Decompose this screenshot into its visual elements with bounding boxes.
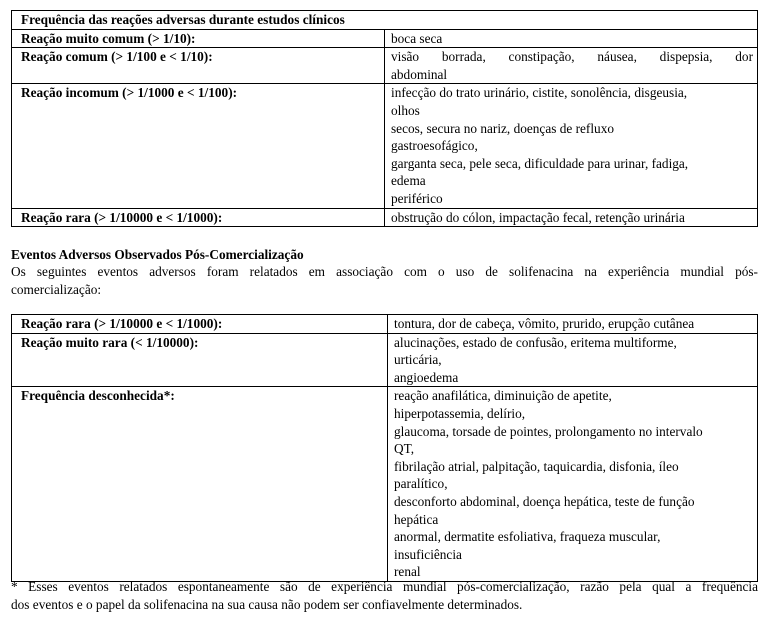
- value-line: periférico: [391, 190, 443, 206]
- row-label: Reação rara (> 1/10000 e < 1/1000):: [12, 208, 385, 227]
- value-line: boca seca: [391, 30, 443, 46]
- clinical-trials-frequency-table: [11, 10, 758, 227]
- value-line: glaucoma, torsade de pointes, prolongamento no intervalo: [394, 423, 703, 439]
- value-line: gastroesofágico,: [391, 138, 478, 154]
- table-row: [12, 387, 758, 582]
- table-row: [12, 208, 758, 227]
- value-line: insuficiência: [394, 546, 462, 562]
- table-row: [12, 333, 758, 387]
- row-value: [385, 208, 758, 227]
- row-label: Reação incomum (> 1/1000 e < 1/100):: [12, 84, 385, 208]
- value-line: angioedema: [394, 369, 459, 385]
- value-line: alucinações, estado de confusão, eritema multiforme,: [394, 334, 677, 350]
- value-line: hepática: [394, 511, 439, 527]
- row-value: [385, 29, 758, 48]
- row-label: Reação muito comum (> 1/10):: [12, 29, 385, 48]
- value-line: olhos: [391, 102, 420, 118]
- intro-line: comercialização:: [11, 281, 102, 297]
- value-line: obstrução do cólon, impactação fecal, retenção urinária: [391, 209, 685, 225]
- post-marketing-frequency-table: [11, 314, 758, 582]
- value-line: QT,: [394, 441, 415, 457]
- value-line: paralítico,: [394, 476, 448, 492]
- intro-line: Os seguintes eventos adversos foram relatados em associação com o uso de solifenacina na experiência mundial pós-: [11, 264, 758, 279]
- row-value: [388, 315, 758, 334]
- value-line: desconforto abdominal, doença hepática, teste de função: [394, 493, 695, 509]
- value-line: urticária,: [394, 352, 442, 368]
- value-line: renal: [394, 564, 421, 580]
- table-title: Frequência das reações adversas durante estudos clínicos: [12, 11, 758, 30]
- row-value: [388, 387, 758, 582]
- value-line: anormal, dermatite esfoliativa, fraqueza muscular,: [394, 529, 661, 545]
- value-line: edema: [391, 173, 426, 189]
- row-label: Reação rara (> 1/10000 e < 1/1000):: [12, 315, 388, 334]
- footnote-line: * Esses eventos relatados espontaneamente são de experiência mundial pós-comercialização, razão pela qual a frequência: [11, 579, 758, 594]
- value-line: tontura, dor de cabeça, vômito, prurido, erupção cutânea: [394, 316, 695, 331]
- footnote-line: dos eventos e o papel da solifenacina na sua causa não podem ser confiavelmente determinados.: [11, 596, 523, 612]
- table-row: [12, 315, 758, 334]
- value-line: abdominal: [391, 66, 448, 82]
- table-row: [12, 48, 758, 84]
- row-value: [385, 48, 758, 84]
- footnote: [11, 578, 758, 613]
- row-label: Reação comum (> 1/100 e < 1/10):: [12, 48, 385, 84]
- row-value: [388, 333, 758, 387]
- value-line: garganta seca, pele seca, dificuldade para urinar, fadiga,: [391, 155, 689, 171]
- value-line: fibrilação atrial, palpitação, taquicardia, disfonia, íleo: [394, 458, 679, 474]
- table-row: [12, 29, 758, 48]
- section-intro: [11, 263, 758, 298]
- row-label: Reação muito rara (< 1/10000):: [12, 333, 388, 387]
- value-line: secos, secura no nariz, doenças de refluxo: [391, 120, 614, 136]
- section-heading: Eventos Adversos Observados Pós-Comercialização: [11, 247, 304, 262]
- row-value: [385, 84, 758, 208]
- value-line: visão borrada, constipação, náusea, dispepsia, dor: [391, 49, 753, 65]
- value-line: infecção do trato urinário, cistite, sonolência, disgeusia,: [391, 85, 688, 101]
- value-line: reação anafilática, diminuição de apetite,: [394, 388, 612, 404]
- table-row: [12, 84, 758, 208]
- row-label: Frequência desconhecida*:: [12, 387, 388, 582]
- value-line: hiperpotassemia, delírio,: [394, 405, 526, 421]
